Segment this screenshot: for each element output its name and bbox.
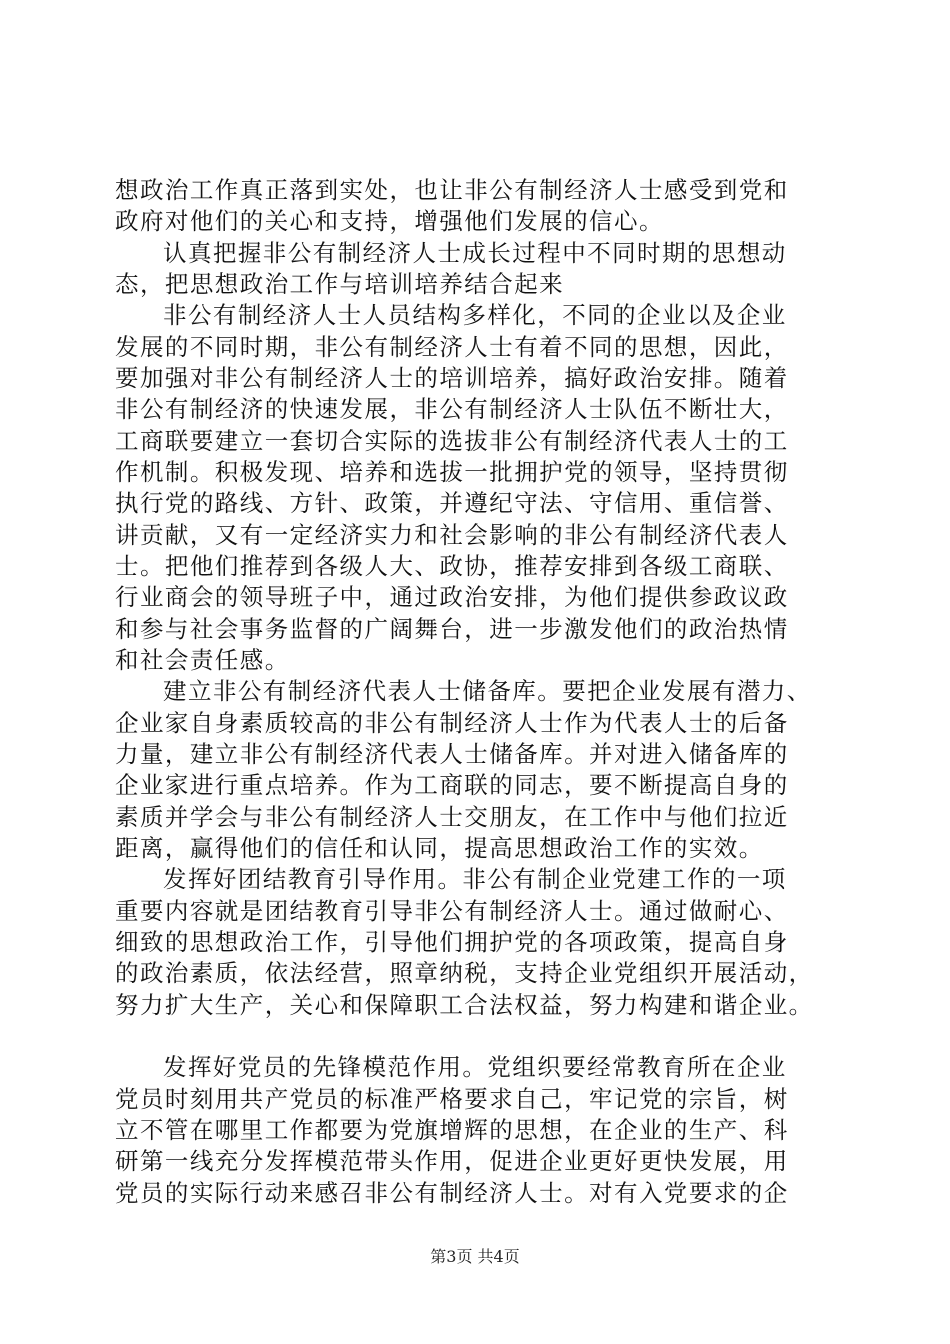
text-line: 党员时刻用共产党员的标准严格要求自己，牢记党的宗旨，树	[115, 1085, 789, 1113]
text-line: 努力扩大生产，关心和保障职工合法权益，努力构建和谐企业。	[115, 991, 814, 1019]
text-line: 立不管在哪里工作都要为党旗增辉的思想，在企业的生产、科	[115, 1116, 789, 1144]
paragraph-start: 发挥好团结教育引导作用。非公有制企业党建工作的一项	[163, 865, 787, 893]
text-line: 和参与社会事务监督的广阔舞台，进一步激发他们的政治热情	[115, 615, 789, 643]
text-line: 要加强对非公有制经济人士的培训培养，搞好政治安排。随着	[115, 364, 789, 392]
text-line: 行业商会的领导班子中，通过政治安排，为他们提供参政议政	[115, 583, 789, 611]
text-line: 发展的不同时期，非公有制经济人士有着不同的思想，因此，	[115, 333, 789, 361]
text-line: 距离，赢得他们的信任和认同，提高思想政治工作的实效。	[115, 834, 764, 862]
paragraph-start: 发挥好党员的先锋模范作用。党组织要经常教育所在企业	[163, 1053, 787, 1081]
text-line: 作机制。积极发现、培养和选拔一批拥护党的领导，坚持贯彻	[115, 458, 789, 486]
paragraph-heading: 认真把握非公有制经济人士成长过程中不同时期的思想动	[163, 239, 787, 267]
text-line: 态，把思想政治工作与培训培养结合起来	[115, 270, 565, 298]
text-line: 素质并学会与非公有制经济人士交朋友，在工作中与他们拉近	[115, 803, 789, 831]
text-line: 执行党的路线、方针、政策，并遵纪守法、守信用、重信誉、	[115, 489, 789, 517]
text-line: 工商联要建立一套切合实际的选拔非公有制经济代表人士的工	[115, 427, 789, 455]
text-line: 讲贡献，又有一定经济实力和社会影响的非公有制经济代表人	[115, 521, 789, 549]
text-line: 企业家自身素质较高的非公有制经济人士作为代表人士的后备	[115, 709, 789, 737]
text-line: 细致的思想政治工作，引导他们拥护党的各项政策，提高自身	[115, 928, 789, 956]
text-line: 的政治素质，依法经营，照章纳税，支持企业党组织开展活动，	[115, 959, 814, 987]
text-line: 重要内容就是团结教育引导非公有制经济人士。通过做耐心、	[115, 897, 789, 925]
paragraph-start: 非公有制经济人士人员结构多样化，不同的企业以及企业	[163, 301, 787, 329]
text-line: 想政治工作真正落到实处，也让非公有制经济人士感受到党和	[115, 176, 789, 204]
text-line: 党员的实际行动来感召非公有制经济人士。对有入党要求的企	[115, 1179, 789, 1207]
text-line: 士。把他们推荐到各级人大、政协，推荐安排到各级工商联、	[115, 552, 789, 580]
text-line: 力量，建立非公有制经济代表人士储备库。并对进入储备库的	[115, 740, 789, 768]
paragraph-start: 建立非公有制经济代表人士储备库。要把企业发展有潜力、	[163, 677, 812, 705]
page-footer: 第3页 共4页	[430, 1247, 520, 1266]
text-line: 政府对他们的关心和支持，增强他们发展的信心。	[115, 207, 664, 235]
text-line: 和社会责任感。	[115, 646, 290, 674]
text-line: 企业家进行重点培养。作为工商联的同志，要不断提高自身的	[115, 771, 789, 799]
text-line: 研第一线充分发挥模范带头作用，促进企业更好更快发展，用	[115, 1147, 789, 1175]
text-line: 非公有制经济的快速发展，非公有制经济人士队伍不断壮大，	[115, 395, 789, 423]
